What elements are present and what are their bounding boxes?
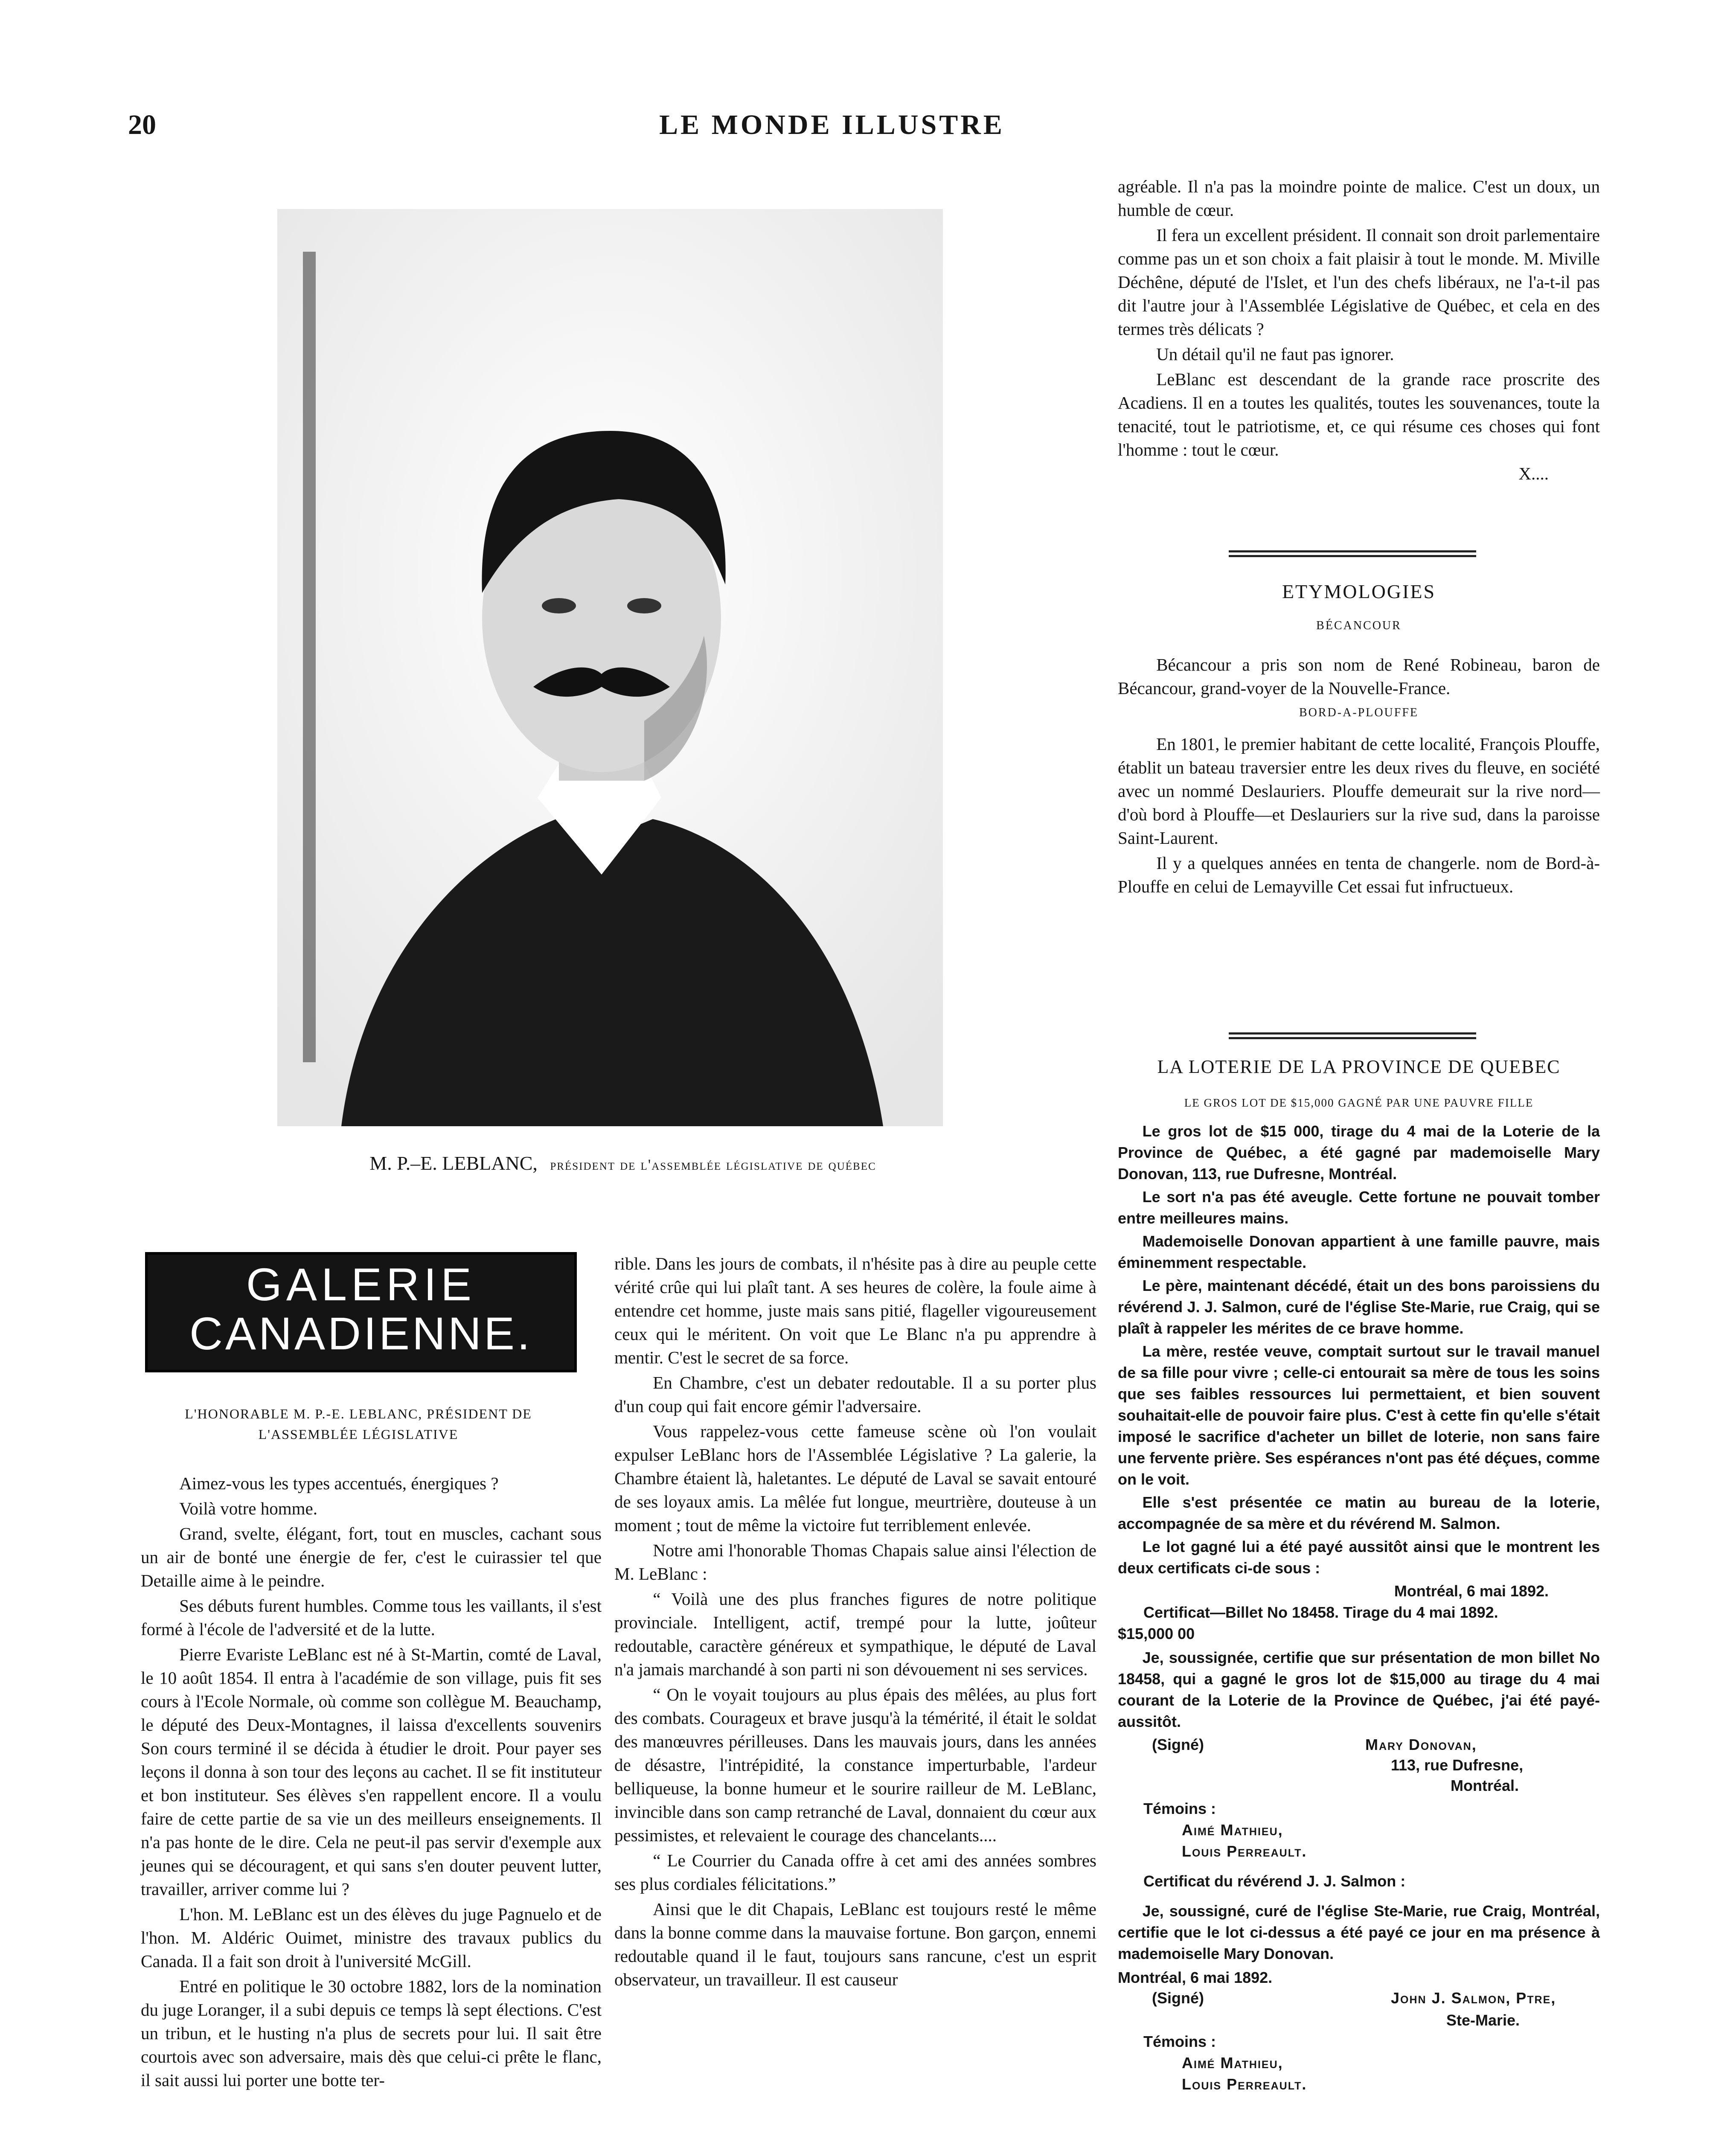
witness-name: Louis Perreault. [1182,2075,1307,2093]
signer-city: Montréal. [1451,1777,1519,1794]
witness-name: Aimé Mathieu, [1182,1821,1283,1839]
galerie-banner [145,1252,577,1372]
col2-para: “ Voilà une des plus franches figures de notre politique provinciale. Intelligent, actif, trempé pour la lutte, joûteur redoutable, caractère généreux et sympathique, le député de Laval n'a jamais marchandé à son parti ni son dévouement ni ses services. [614,1589,1096,1679]
loterie-title: LA LOTERIE DE LA PROVINCE DE QUEBEC [1157,1056,1561,1077]
loterie-subtitle: LE GROS LOT DE $15,000 GAGNÉ PAR UNE PAUVRE FILLE [1184,1096,1534,1109]
loterie-para: Le père, maintenant décédé, était un des bons paroissiens du révérend J. J. Salmon, curé de l'église Ste-Marie, rue Craig, qui se plaît à rappeler les mérites de ce brave homme. [1118,1277,1600,1337]
cert2-text: Je, soussigné, curé de l'église Ste-Marie, rue Craig, Montréal, certifie que le lot ci-dessus a été payé ce jour en ma présence à mademoiselle Mary Donovan. [1118,1902,1600,1962]
loterie-para: Le sort n'a pas été aveugle. Cette fortune ne pouvait tomber entre meilleures mains. [1118,1188,1600,1227]
loterie-dateline: Montréal, 6 mai 1892. [1394,1582,1549,1600]
loterie-section [1118,1056,1600,2095]
col2-para: “ Le Courrier du Canada offre à cet ami des années sombres ses plus cordiales félicitations.” [614,1851,1096,1894]
banner-line2: CANADIENNE. [189,1308,533,1359]
caption-name: M. P.–E. LEBLANC, [369,1152,538,1174]
signature-block-1 [1118,1734,1600,1798]
loterie-cert-text: Je, soussignée, certifie que sur présentation de mon billet No 18458, qui a gagné le gros lot de $15,000 au tirage du 4 mai courant de la Loterie de la Province de Québec, j'ai été payé- aussitôt. [1118,1649,1600,1730]
col2-para: Vous rappelez-vous cette fameuse scène où l'on voulait expulser LeBlanc hors de l'Assemblée Législative ? La galerie, la Chambre étaient là, haletantes. Le député de Laval se savait entouré de ses loyaux amis. La mêlée fut longue, meurtrière, douteuse à un moment ; tout de même la victoire fut terriblement enlevée. [614,1421,1096,1535]
witness-name: Louis Perreault. [1182,1842,1307,1860]
col1-para: Voilà votre homme. [179,1499,317,1518]
loterie-para: Elle s'est présentée ce matin au bureau de la loterie, accompagnée de sa mère et du révérend M. Salmon. [1118,1494,1600,1532]
loterie-para: La mère, restée veuve, comptait surtout sur le travail manuel de sa fille pour vivre ; celle-ci entourait sa mère de tous les soins que ses faibles ressources lui permettaient, et bien souvent souhaitait-elle de pouvoir faire plus. C'est à cette fin qu'elle s'était imposé le sacrifice d'acheter un billet de loterie, non sans faire une fervente prière. Ses espérances n'ont pas été déçues, comme on le voit. [1118,1343,1600,1488]
portrait-photo [277,209,943,1126]
subtitle-line1: L'HONORABLE M. P.-E. LEBLANC, PRÉSIDENT DE [185,1406,532,1421]
dateline2: Montréal, 6 mai 1892. [1118,1969,1273,1986]
galerie-column-2 [614,1252,1096,1993]
right-column-intro [1118,175,1600,484]
divider [1229,550,1476,557]
col1-para: Entré en politique le 30 octobre 1882, lors de la nomination du juge Loranger, il a subi depuis ce temps là sept élections. C'est un tribun, et le husting n'a plus de secrets pour lui. Il sait être courtois avec son adversaire, mais dès que celui-ci prête le flanc, il sait aussi lui porter une botte ter- [141,1976,602,2090]
col2-para: En Chambre, c'est un debater redoutable. Il a su porter plus d'un coup qui fait encore gémir l'adversaire. [614,1373,1096,1416]
signe-label: (Signé) [1152,1989,1204,2007]
col1-para: Ses débuts furent humbles. Comme tous les vaillants, il s'est formé à l'école de l'adversité et de la lutte. [141,1596,602,1639]
col2-para: Notre ami l'honorable Thomas Chapais salue ainsi l'élection de M. LeBlanc : [614,1540,1096,1584]
etymologies-title: ETYMOLOGIES [1282,581,1436,602]
divider [1229,1032,1476,1039]
subtitle-line2: L'ASSEMBLÉE LÉGISLATIVE [258,1427,459,1442]
intro-para: Un détail qu'il ne faut pas ignorer. [1156,344,1394,364]
signature-block-2 [1118,1967,1600,2010]
page-number: 20 [128,109,156,140]
publication-title: LE MONDE ILLUSTRE [659,109,1005,140]
witness-name: Aimé Mathieu, [1182,2054,1283,2072]
article-signature: X.... [1518,464,1549,483]
col1-para: Pierre Evariste LeBlanc est né à St-Martin, comté de Laval, le 10 août 1854. Il entra à l'académie de son village, puis fit ses cours à l'Ecole Normale, où comme son collègue M. Beauchamp, le député des Deux-Montagnes, il laissa d'excellents souvenirs Son cours terminé il se décida à étudier le droit. Pour payer ses leçons il donna à son tour des leçons au cachet. Il se fit instituteur et bon instituteur. Ses élèves s'en rappellent encore. Il a voulu faire de cette partie de sa vie un des meilleurs enseignements. Il n'a pas honte de le dire. Cela ne peut-il pas servir d'exemple aux jeunes qui se découragent, et qui sans s'en douter peuvent lutter, travailler, arriver comme lui ? [141,1645,602,1899]
loterie-para: Le gros lot de $15 000, tirage du 4 mai de la Loterie de la Province de Québec, a été gagné par mademoiselle Mary Donovan, 113, rue Dufresne, Montréal. [1118,1122,1600,1183]
loterie-amount: $15,000 00 [1118,1625,1195,1642]
col1-para: L'hon. M. LeBlanc est un des élèves du juge Pagnuelo et de l'hon. M. Aldéric Ouimet, ministre des travaux publics du Canada. Il a fait son droit à l'université McGill. [141,1904,602,1971]
etymologies-para: Bécancour a pris son nom de René Robineau, baron de Bécancour, grand-voyer de la Nouvelle-France. [1118,655,1600,698]
etymologies-sub2: BORD-A-PLOUFFE [1299,706,1419,719]
intro-para: agréable. Il n'a pas la moindre pointe de malice. C'est un doux, un humble de cœur. [1118,177,1600,220]
loterie-para: Le lot gagné lui a été payé aussitôt ainsi que le montrent les deux certificats ci-de sous : [1118,1538,1600,1577]
portrait-caption [239,1152,1007,1174]
signer-parish: Ste-Marie. [1446,2011,1520,2029]
col1-para: Aimez-vous les types accentués, énergiques ? [179,1473,499,1493]
cert2-title: Certificat du révérend J. J. Salmon : [1143,1872,1406,1890]
col2-para: “ On le voyait toujours au plus épais des mêlées, au plus fort des combats. Courageux et brave jusqu'à la témérité, il était le soldat des manœuvres périlleuses. Dans les mauvais jours, dans les années de désastre, l'intrépidité, la constance imperturbable, l'ardeur belliqueuse, la bonne humeur et le sourire railleur de M. LeBlanc, invincible dans son camp retranché de Laval, donnaient du cœur aux pessimistes, et relevaient le courage des chancelants.... [614,1685,1096,1845]
temoins-label: Témoins : [1143,2033,1216,2050]
banner-line1: GALERIE [246,1258,476,1310]
col2-para: Ainsi que le dit Chapais, LeBlanc est toujours resté le même dans la bonne comme dans la mauvaise fortune. Bon garçon, ennemi redoutable quand il le faut, toujours sans rancune, c'est un esprit observateur, un travailleur. Il est causeur [614,1899,1096,1989]
intro-para: LeBlanc est descendant de la grande race proscrite des Acadiens. Il en a toutes les qualités, toutes les souvenances, toute la tenacité, tout le patriotisme, et, ce qui résume ces choses qui font l'homme : tout le cœur. [1118,369,1600,459]
signer-name: Mary Donovan, [1365,1736,1477,1753]
loterie-cert-line: Certificat—Billet No 18458. Tirage du 4 mai 1892. [1143,1604,1498,1621]
signer-name: John J. Salmon, Ptre, [1391,1989,1556,2007]
etymologies-section [1118,580,1600,900]
portrait-illustration [277,209,943,1126]
galerie-subtitle [128,1404,589,1444]
etymologies-para: Il y a quelques années en tenta de changerle. nom de Bord-à-Plouffe en celui de Lemayville Cet essai fut infructueux. [1118,853,1600,896]
caption-title: président de l'assemblée législative de québec [550,1156,876,1173]
etymologies-sub1: BÉCANCOUR [1316,619,1402,632]
signer-address: 113, rue Dufresne, [1391,1756,1524,1774]
intro-para: Il fera un excellent président. Il connait son droit parlementaire comme pas un et son choix a fait plaisir à tout le monde. M. Miville Déchêne, député de l'Islet, et l'un des chefs libéraux, ne l'a-t-il pas dit l'autre jour à l'Assemblée Législative de Québec, et cela en des termes très délicats ? [1118,225,1600,339]
col1-para: Grand, svelte, élégant, fort, tout en muscles, cachant sous un air de bonté une énergie de fer, c'est le cuirassier tel que Detaille aime à le peindre. [141,1524,602,1590]
loterie-para: Mademoiselle Donovan appartient à une famille pauvre, mais éminemment respectable. [1118,1232,1600,1271]
galerie-column-1 [141,1472,602,2094]
etymologies-para: En 1801, le premier habitant de cette localité, François Plouffe, établit un bateau traversier entre les deux rives du fleuve, en société avec un nommé Deslauriers. Plouffe demeurait sur la rive nord—d'où bord à Plouffe—et Deslauriers sur la rive sud, dans la paroisse Saint-Laurent. [1118,734,1600,848]
col2-para: rible. Dans les jours de combats, il n'hésite pas à dire au peuple cette vérité crûe qui lui plaît tant. A ses heures de colère, la foule aime à entendre cet homme, juste mais sans pitié, flageller vigoureusement ceux qui le méritent. On voit que Le Blanc n'a pu apprendre à mentir. C'est le secret de sa force. [614,1254,1096,1367]
temoins-label: Témoins : [1143,1800,1216,1817]
signe-label: (Signé) [1152,1736,1204,1753]
